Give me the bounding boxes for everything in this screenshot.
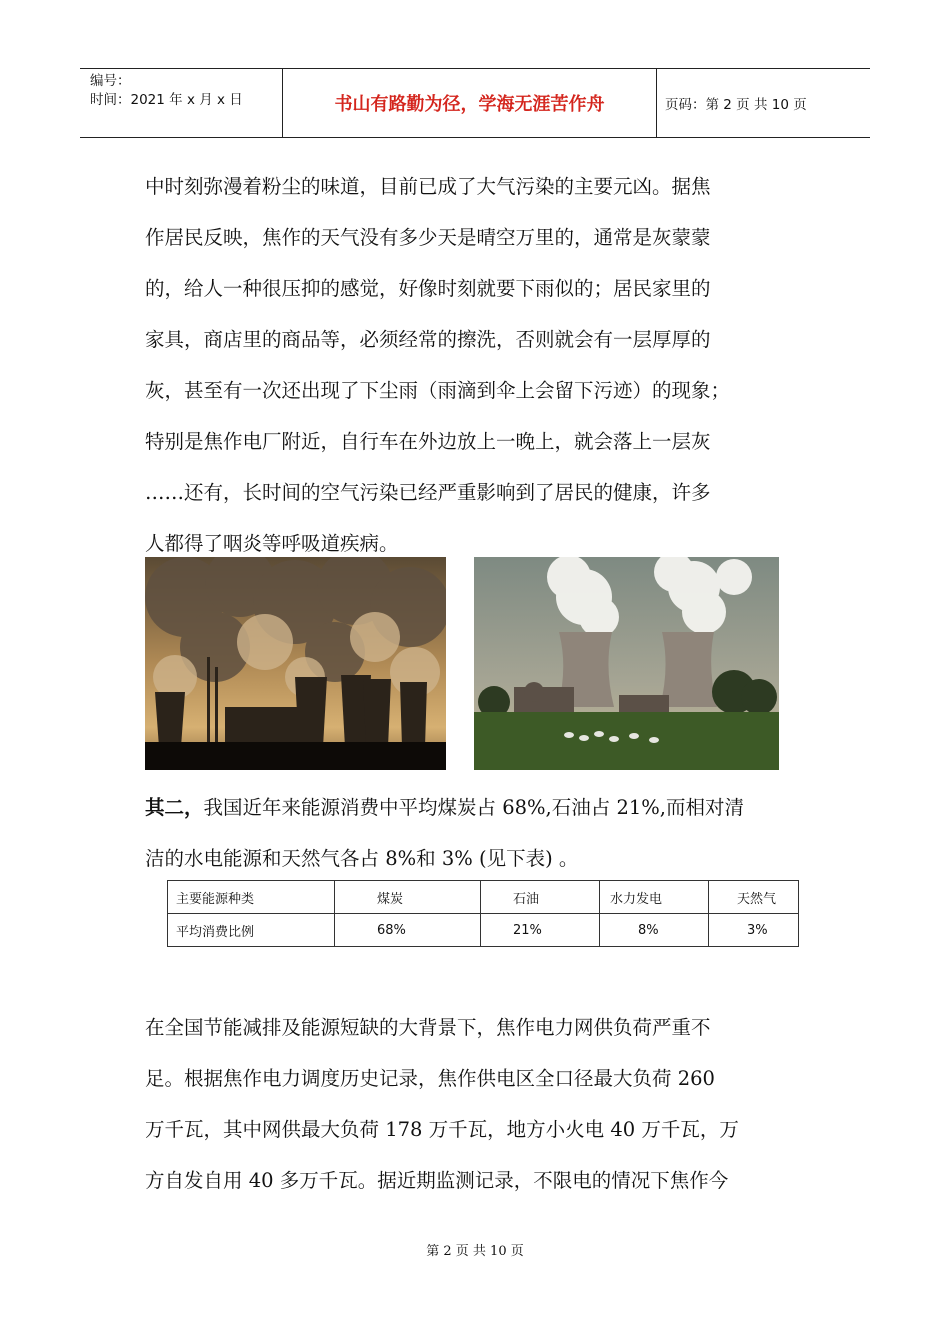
text-line: ……还有，长时间的空气污染已经严重影响到了居民的健康，许多 [145, 481, 711, 504]
text-line: 万千瓦，其中网供最大负荷 178 万千瓦，地方小火电 40 万千瓦，万 [145, 1118, 739, 1141]
text-line: 足。根据焦作电力调度历史记录，焦作供电区全口径最大负荷 260 [145, 1067, 715, 1090]
table-row [168, 914, 799, 947]
table-cell: 石油 [481, 881, 600, 914]
table-cell: 68% [335, 914, 481, 947]
text-line: 在全国节能减排及能源短缺的大背景下，焦作电力网供负荷严重不 [145, 1016, 711, 1039]
table-header-row [168, 881, 799, 914]
header-page-info: 页码：第 2 页 共 10 页 [665, 97, 807, 113]
text-line: 的，给人一种很压抑的感觉，好像时刻就要下雨似的；居民家里的 [145, 277, 711, 300]
lead-bold-text: 其二， [145, 796, 204, 819]
code-label: 编号： [90, 73, 131, 89]
table-cell: 天然气 [709, 881, 799, 914]
header-divider [656, 69, 657, 137]
header-meta-cell [80, 69, 282, 137]
text-line: 灰，甚至有一次还出现了下尘雨（雨滴到伞上会留下污迹）的现象； [145, 379, 731, 402]
paragraph-energy-consumption [145, 782, 815, 884]
paragraph-pollution [145, 161, 815, 569]
time-label: 时间：2021 年 x 月 x 日 [90, 92, 243, 108]
table-cell: 水力发电 [600, 881, 709, 914]
table-cell: 21% [481, 914, 600, 947]
text-line: 中时刻弥漫着粉尘的味道，目前已成了大气污染的主要元凶。据焦 [145, 175, 711, 198]
table-cell: 煤炭 [335, 881, 481, 914]
table-cell: 平均消费比例 [168, 914, 335, 947]
page-footer: 第 2 页 共 10 页 [426, 1244, 524, 1259]
table-cell: 8% [600, 914, 709, 947]
power-plant-smoke-photo [145, 557, 446, 770]
text-line: 洁的水电能源和天然气各占 8%和 3% (见下表) 。 [145, 847, 579, 870]
energy-consumption-table [167, 880, 799, 947]
paragraph-power-grid [145, 1002, 815, 1206]
table-cell: 3% [709, 914, 799, 947]
text-line: 特别是焦作电厂附近，自行车在外边放上一晚上，就会落上一层灰 [145, 430, 711, 453]
text-line: 家具，商店里的商品等，必须经常的擦洗，否则就会有一层厚厚的 [145, 328, 711, 351]
text-line: 方自发自用 40 多万千瓦。据近期监测记录，不限电的情况下焦作今 [145, 1169, 729, 1192]
document-header [80, 68, 870, 138]
text-line [145, 782, 815, 833]
header-motto: 书山有路勤为径，学海无涯苦作舟 [334, 94, 605, 115]
text-segment: 我国近年来能源消费中平均煤炭占 68%,石油占 21%,而相对清 [203, 796, 744, 819]
text-line: 作居民反映，焦作的天气没有多少天是晴空万里的，通常是灰蒙蒙 [145, 226, 711, 249]
text-line: 人都得了咽炎等呼吸道疾病。 [145, 532, 399, 555]
cooling-towers-photo [474, 557, 779, 770]
table-cell: 主要能源种类 [168, 881, 335, 914]
